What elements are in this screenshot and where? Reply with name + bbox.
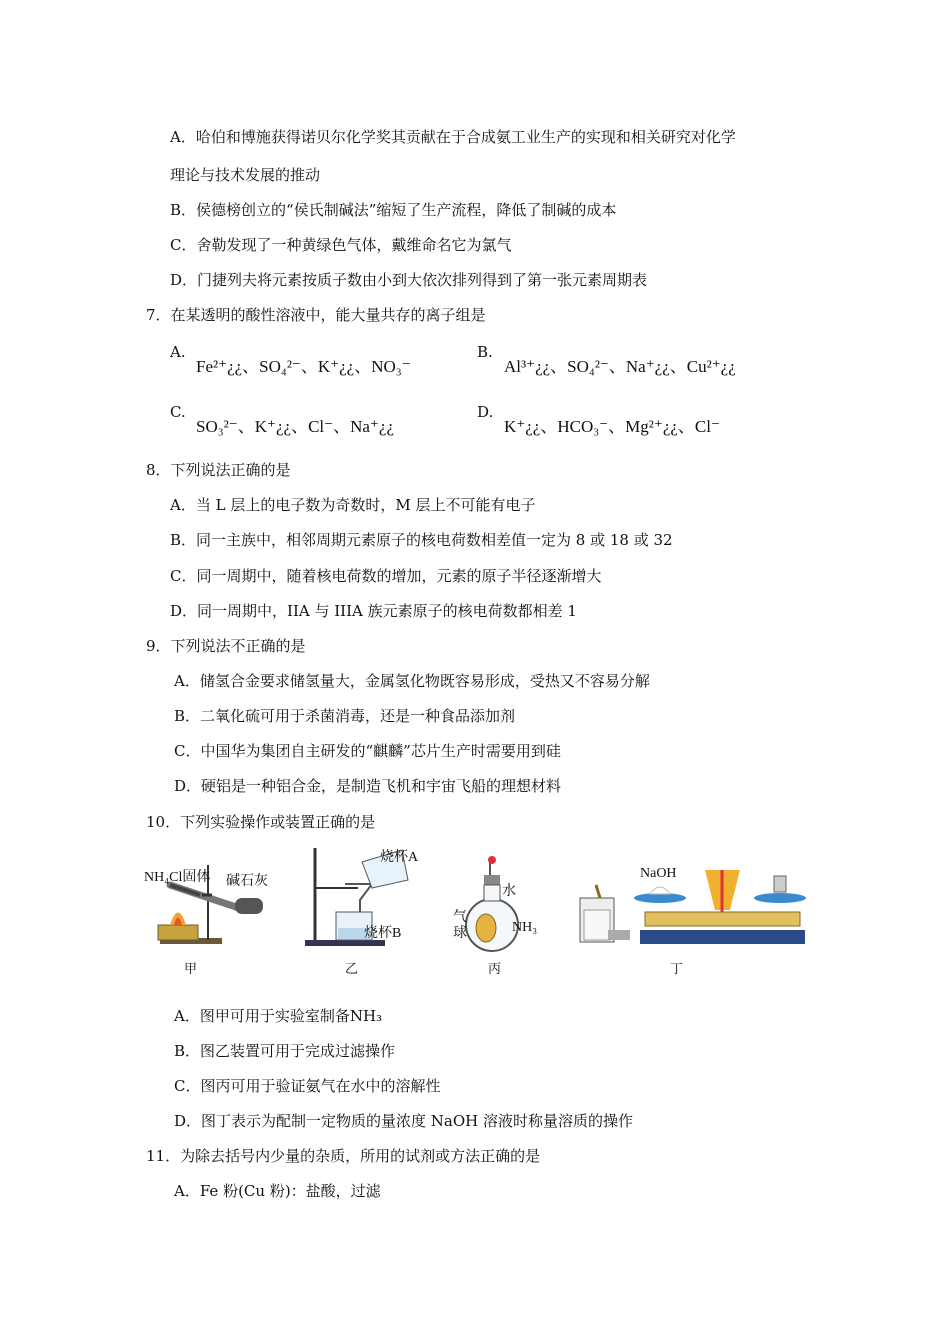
q6-option-b: B．侯德榜创立的“侯氏制碱法”缩短了生产流程，降低了制碱的成本 bbox=[170, 201, 617, 219]
label-lime: 碱石灰 bbox=[226, 874, 268, 889]
q9-option-d: D．硬铝是一种铝合金，是制造飞机和宇宙飞船的理想材料 bbox=[174, 777, 562, 795]
q9-option-c: C．中国华为集团自主研发的“麒麟”芯片生产时需要用到硅 bbox=[174, 742, 561, 760]
q6-option-a-line1: A．哈伯和博施获得诺贝尔化学奖其贡献在于合成氨工业生产的实现和相关研究对化学 bbox=[170, 128, 736, 146]
apparatus-bing bbox=[466, 856, 518, 951]
q7-c-ions: SO₃²⁻、K⁺¿¿、Cl⁻、Na⁺¿¿ bbox=[196, 417, 394, 436]
q8-stem: 8．下列说法正确的是 bbox=[146, 461, 291, 479]
q6-option-c: C．舍勒发现了一种黄绿色气体，戴维命名它为氯气 bbox=[170, 236, 512, 254]
label-naoh: NaOH bbox=[640, 866, 677, 881]
q9-option-a: A．储氢合金要求储氢量大，金属氢化物既容易形成，受热又不容易分解 bbox=[174, 672, 650, 690]
label-qi: 气 bbox=[453, 910, 467, 925]
label-nh3: NH₃ bbox=[512, 920, 538, 935]
q7-stem: 7．在某透明的酸性溶液中，能大量共存的离子组是 bbox=[146, 306, 486, 324]
q8-option-a: A．当 L 层上的电子数为奇数时，M 层上不可能有电子 bbox=[170, 496, 536, 514]
q7-b-label: B. bbox=[477, 343, 493, 361]
caption-jia: 甲 bbox=[184, 962, 198, 977]
q7-d-label: D. bbox=[477, 403, 494, 421]
label-water: 水 bbox=[502, 884, 516, 899]
caption-bing: 丙 bbox=[488, 962, 502, 977]
q11-stem: 11．为除去括号内少量的杂质，所用的试剂或方法正确的是 bbox=[146, 1147, 541, 1165]
q8-option-c: C．同一周期中，随着核电荷数的增加，元素的原子半径逐渐增大 bbox=[170, 567, 602, 585]
label-beaker-a: 烧杯A bbox=[380, 850, 419, 865]
label-nh4cl: NH₄Cl固体 bbox=[144, 870, 211, 885]
caption-ding: 丁 bbox=[670, 962, 684, 977]
q10-option-a: A．图甲可用于实验室制备NH₃ bbox=[174, 1007, 383, 1025]
caption-yi: 乙 bbox=[345, 962, 359, 977]
apparatus-drawings bbox=[140, 840, 820, 980]
q7-a-ions: Fe²⁺¿¿、SO₄²⁻、K⁺¿¿、NO₃⁻ bbox=[196, 357, 411, 376]
label-beaker-b: 烧杯B bbox=[364, 926, 402, 941]
q10-stem: 10．下列实验操作或装置正确的是 bbox=[146, 813, 376, 831]
q9-option-b: B．二氧化硫可用于杀菌消毒，还是一种食品添加剂 bbox=[174, 707, 516, 725]
q9-stem: 9．下列说法不正确的是 bbox=[146, 637, 306, 655]
q6-option-a-line2: 理论与技术发展的推动 bbox=[170, 166, 321, 184]
q8-option-b: B．同一主族中，相邻周期元素原子的核电荷数相差值一定为 8 或 18 或 32 bbox=[170, 531, 673, 549]
q7-d-ions: K⁺¿¿、HCO₃⁻、Mg²⁺¿¿、Cl⁻ bbox=[504, 417, 720, 436]
q7-b-ions: Al³⁺¿¿、SO₄²⁻、Na⁺¿¿、Cu²⁺¿¿ bbox=[504, 357, 736, 376]
q11-option-a: A．Fe 粉(Cu 粉)：盐酸，过滤 bbox=[174, 1182, 381, 1200]
q10-option-b: B．图乙装置可用于完成过滤操作 bbox=[174, 1042, 396, 1060]
q7-c-label: C. bbox=[170, 403, 186, 421]
q10-option-d: D．图丁表示为配制一定物质的量浓度 NaOH 溶液时称量溶质的操作 bbox=[174, 1112, 634, 1130]
q6-option-d: D．门捷列夫将元素按质子数由小到大依次排列得到了第一张元素周期表 bbox=[170, 271, 648, 289]
q7-a-label: A. bbox=[170, 343, 186, 361]
q10-figure bbox=[140, 840, 820, 980]
q8-option-d: D．同一周期中，IIA 与 IIIA 族元素原子的核电荷数都相差 1 bbox=[170, 602, 577, 620]
apparatus-ding bbox=[580, 870, 806, 944]
label-qiu: 球 bbox=[453, 926, 467, 941]
q10-option-c: C．图丙可用于验证氨气在水中的溶解性 bbox=[174, 1077, 441, 1095]
